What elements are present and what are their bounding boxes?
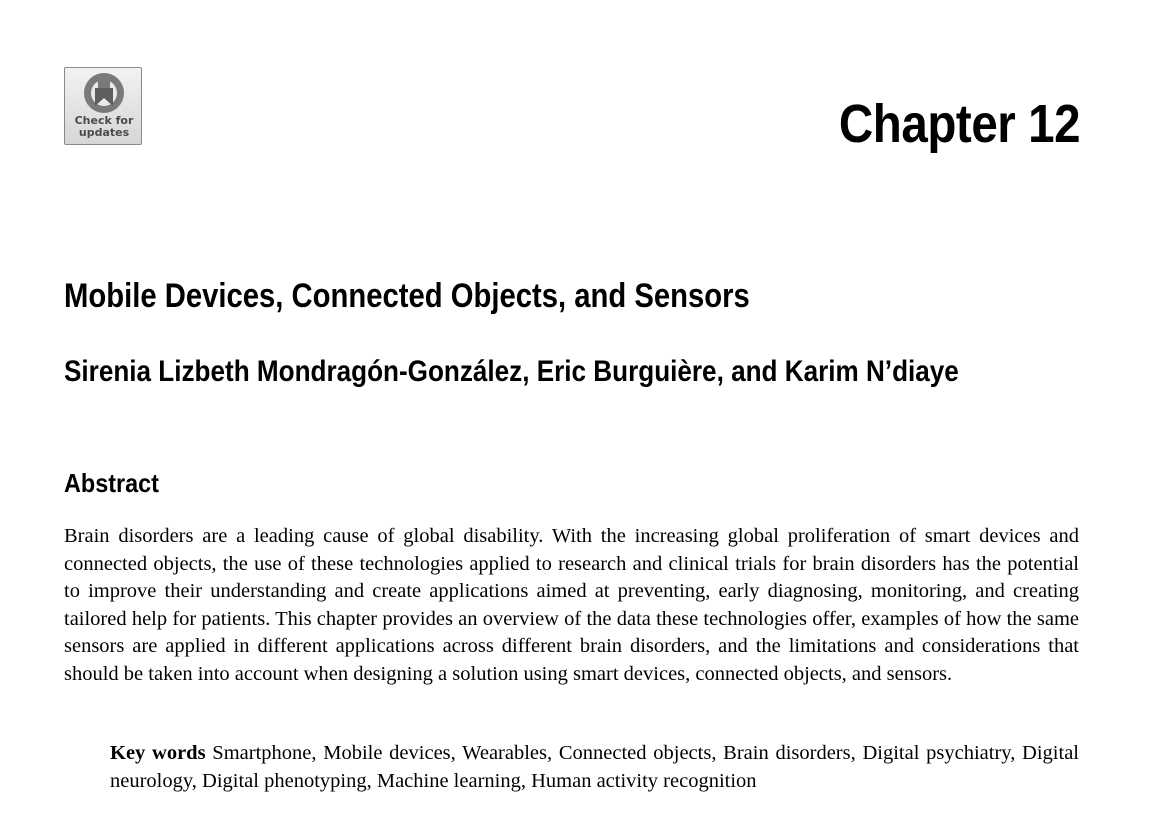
keywords-text: Smartphone, Mobile devices, Wearables, Connected objects, Brain disorders, Digital psychiatry, Digital neurology, Digital phenotyping, Machine learning, Human activity recognition — [110, 742, 1079, 792]
keywords-label: Key words — [110, 742, 206, 764]
check-for-updates-badge[interactable] — [64, 67, 142, 145]
abstract-heading: Abstract — [64, 468, 159, 498]
badge-line-1: Check for — [74, 114, 134, 127]
abstract-body: Brain disorders are a leading cause of global disability. With the increasing global proliferation of smart devices and connected objects, the use of these technologies applied to research and clinical trials for brain disorders has the potential to improve their understanding and create applications aimed at preventing, early diagnosing, monitoring, and creating tailored help for patients. This chapter provides an overview of the data these technologies offer, examples of how the same sensors are applied in different applications across different brain disorders, and the limitations and considerations that should be taken into account when designing a solution using smart devices, connected objects, and sensors. — [64, 525, 1079, 685]
author-list: Sirenia Lizbeth Mondragón-González, Eric Burguière, and Karim N’diaye — [64, 355, 959, 388]
chapter-label: Chapter 12 — [838, 94, 1080, 154]
badge-line-2: updates — [78, 126, 130, 139]
badge-label — [65, 115, 143, 139]
keywords-paragraph — [110, 739, 1079, 795]
chapter-title: Mobile Devices, Connected Objects, and Sensors — [64, 277, 750, 315]
